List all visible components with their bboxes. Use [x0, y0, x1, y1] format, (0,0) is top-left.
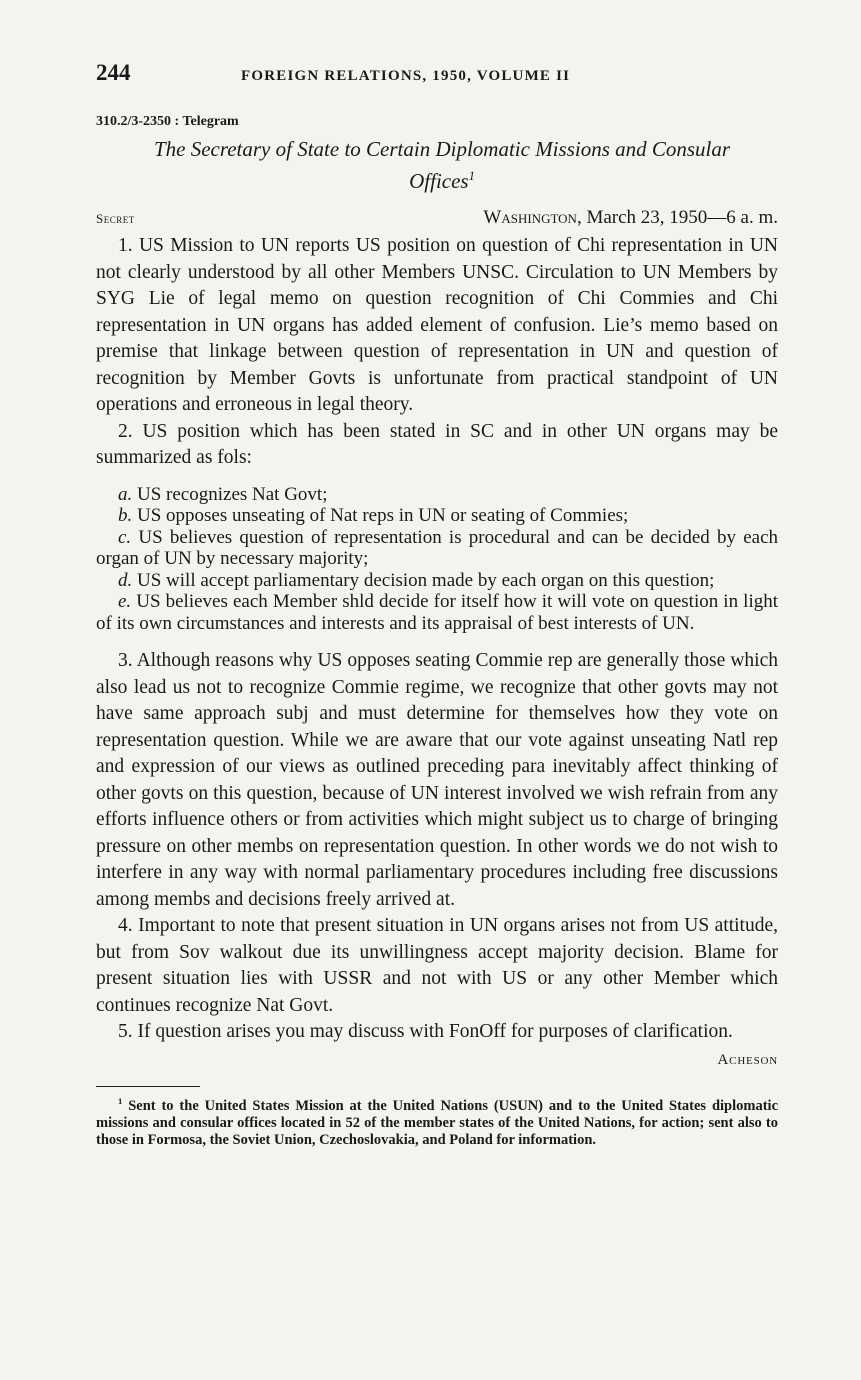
paragraph-5: 5. If question arises you may discuss with FonOff for purposes of clarification. — [118, 1021, 733, 1042]
list-item-text: US believes question of representation is procedural and can be decided by each organ of UN by necessary majority; — [96, 526, 779, 569]
list-item-text: US recognizes Nat Govt; — [137, 483, 328, 505]
footnote-marker: 1 — [118, 1095, 123, 1106]
page-header — [96, 60, 778, 100]
classification-label: Secret — [96, 211, 135, 226]
paragraph-1: 1. US Mission to UN reports US position on question of Chi representation in UN not clearly understood by all other Members UNSC. Circulation to UN Members by SYG Lie of legal memo on question recognition of Chi Commies and Chi representation in UN organs has added element of confusion. Lie’s memo based on premise that linkage between question of representation in UN and question of recognition by Member Govts is unfortunate from practical standpoint of UN operations and erroneous in legal theory. — [96, 235, 778, 415]
list-item — [96, 527, 778, 570]
list-item — [96, 484, 778, 506]
list-item-text: US opposes unseating of Nat reps in UN or seating of Commies; — [137, 505, 629, 526]
telegram-body — [96, 233, 778, 1046]
page-number: 244 — [96, 60, 131, 85]
list-item — [96, 570, 778, 592]
file-reference: 310.2/3-2350 : Telegram — [96, 114, 239, 129]
list-item-label: c. — [118, 526, 132, 548]
list-item — [96, 505, 778, 527]
paragraph-4: 4. Important to note that present situation in UN organs arises not from US attitude, but from Sov walkout due its unwillingness accept majority decision. Blame for present situation lies with USSR and not with US or any other Member which continues recognize Nat Govt. — [96, 915, 778, 1016]
running-head: FOREIGN RELATIONS, 1950, VOLUME II — [241, 68, 571, 84]
list-item-label: b. — [118, 505, 133, 526]
footnote — [96, 1093, 778, 1150]
list-item-label: a. — [118, 483, 133, 505]
list-item-text: US will accept parliamentary decision made by each organ on this question; — [137, 569, 715, 591]
place: Washington — [483, 207, 577, 228]
document-title — [126, 136, 758, 195]
date: , March 23, 1950—6 a. m. — [576, 207, 778, 228]
dateline — [96, 207, 778, 233]
place-date — [483, 207, 778, 229]
title-footnote-marker: 1 — [468, 169, 475, 183]
signature: Acheson — [717, 1051, 778, 1068]
list-item-text: US believes each Member shld decide for itself how it will vote on question in light of its own circumstances and interests and its appraisal of best interests of UN. — [96, 591, 778, 634]
list-item-label: d. — [118, 569, 133, 591]
list-item — [96, 591, 778, 634]
document-title-text: The Secretary of State to Certain Diplomatic Missions and Consular Offices — [153, 137, 731, 193]
paragraph-2: 2. US position which has been stated in SC and in other UN organs may be summarized as fols: — [96, 420, 778, 468]
footnote-divider — [96, 1086, 200, 1087]
footnote-text: Sent to the United States Mission at the United Nations (USUN) and to the United States diplomatic missions and consular offices located in 52 of the member states of the United Nations, for action; sent also to those in Formosa, the Soviet Union, Czechoslovakia, and Poland for information. — [96, 1097, 779, 1149]
position-list — [96, 484, 778, 635]
paragraph-3: 3. Although reasons why US opposes seating Commie rep are generally those which also lead us not to recognize Commie regime, we recognize that other govts may not have same approach subj and must determine for themselves how they vote on representation question. While we are aware that our vote against unseating Natl rep and expression of our views as outlined preceding para inevitably affect thinking of other govts on this question, because of UN interest involved we wish refrain from any efforts influence others or from activities which might subject us to charge of bringing pressure on other membs on representation question. In other words we do not wish to interfere in any way with normal parliamentary procedures including free discussions among membs and decisions freely arrived at. — [96, 650, 778, 910]
document-page — [96, 60, 778, 1150]
list-item-label: e. — [118, 591, 132, 612]
